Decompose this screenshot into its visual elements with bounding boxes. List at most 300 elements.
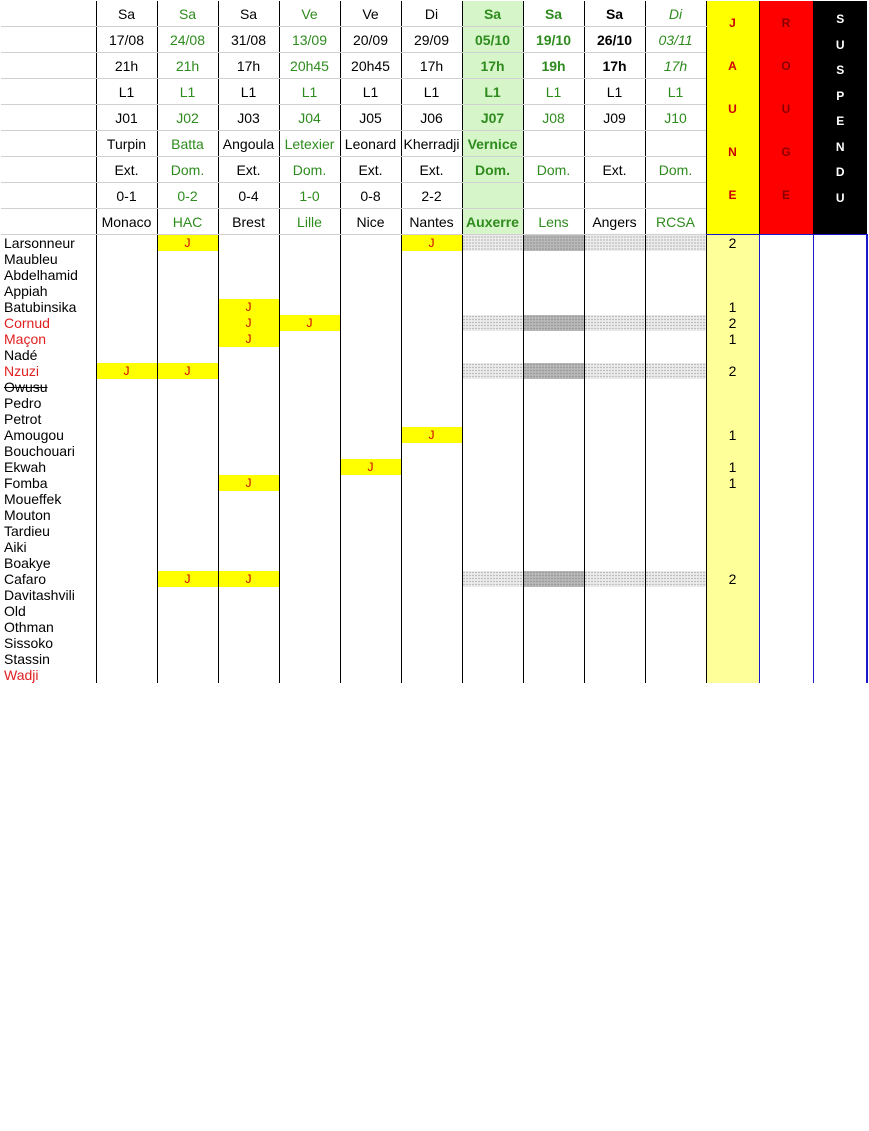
match-day-8: Sa (523, 1, 584, 27)
match-score-1: 0-1 (96, 183, 157, 209)
match-cell (462, 587, 523, 603)
rouge-total (759, 619, 813, 635)
jaune-total (706, 411, 759, 427)
match-cell (645, 443, 706, 459)
match-day-7: Sa (462, 1, 523, 27)
rouge-total (759, 315, 813, 331)
match-cell (157, 459, 218, 475)
suspendu-letter: U (835, 190, 845, 205)
match-cell (157, 619, 218, 635)
match-cell (157, 251, 218, 267)
match-cell (279, 507, 340, 523)
match-score-8 (523, 183, 584, 209)
rouge-total (759, 363, 813, 379)
match-cell (462, 283, 523, 299)
suspendu-total (813, 283, 867, 299)
match-cell (96, 299, 157, 315)
suspendu-total (813, 363, 867, 379)
match-comp-4: L1 (279, 79, 340, 105)
match-cell (157, 395, 218, 411)
match-day-10: Di (645, 1, 706, 27)
match-round-10: J10 (645, 105, 706, 131)
match-cell (523, 603, 584, 619)
match-opponent-2: HAC (157, 209, 218, 235)
player-name: Petrot (4, 411, 42, 427)
match-cell (401, 523, 462, 539)
match-cell (279, 587, 340, 603)
match-cell (584, 379, 645, 395)
match-cell (523, 395, 584, 411)
match-cell (96, 427, 157, 443)
match-cell (218, 555, 279, 571)
match-score-6: 2-2 (401, 183, 462, 209)
player-row (1, 555, 867, 571)
match-cell (218, 603, 279, 619)
match-cell (157, 523, 218, 539)
match-referee-10 (645, 131, 706, 157)
match-cell (96, 667, 157, 683)
match-round-8: J08 (523, 105, 584, 131)
match-cell (584, 411, 645, 427)
rouge-total (759, 475, 813, 491)
match-cell (96, 251, 157, 267)
match-referee-6: Kherradji (401, 131, 462, 157)
player-name: Batubinsika (4, 299, 77, 315)
jaune-total: 2 (706, 235, 759, 252)
match-date-9: 26/10 (584, 27, 645, 53)
match-cell (279, 603, 340, 619)
suspendu-letter: U (835, 37, 845, 52)
match-cell (157, 267, 218, 283)
match-cell (340, 347, 401, 363)
match-referee-2: Batta (157, 131, 218, 157)
suspendu-total (813, 571, 867, 587)
match-cell (340, 571, 401, 587)
match-cell (401, 635, 462, 651)
match-cell (462, 667, 523, 683)
match-opponent-1: Monaco (96, 209, 157, 235)
match-cell (96, 411, 157, 427)
suspendu-total (813, 603, 867, 619)
jaune-total (706, 507, 759, 523)
match-cell (462, 635, 523, 651)
rouge-total (759, 267, 813, 283)
yellow-card-cell: J (218, 571, 279, 587)
match-cell (218, 459, 279, 475)
match-cell (279, 283, 340, 299)
jaune-total: 2 (706, 315, 759, 331)
match-cell (96, 283, 157, 299)
match-cell (96, 635, 157, 651)
match-cell (218, 667, 279, 683)
match-cell (462, 523, 523, 539)
match-cell (279, 443, 340, 459)
jaune-total (706, 251, 759, 267)
jaune-total: 2 (706, 363, 759, 379)
player-name: Amougou (4, 427, 64, 443)
match-cell (584, 507, 645, 523)
header-label-cell (1, 27, 96, 53)
match-cell (523, 235, 584, 252)
match-cell (401, 251, 462, 267)
match-cell (523, 491, 584, 507)
match-cell (523, 251, 584, 267)
match-referee-1: Turpin (96, 131, 157, 157)
match-cell (462, 507, 523, 523)
player-name: Aiki (4, 539, 27, 555)
match-cell (584, 283, 645, 299)
match-cell (645, 523, 706, 539)
player-row (1, 571, 867, 587)
match-opponent-3: Brest (218, 209, 279, 235)
match-cell (645, 555, 706, 571)
match-cell (523, 411, 584, 427)
match-cell (401, 491, 462, 507)
match-cell (584, 251, 645, 267)
player-name: Othman (4, 619, 54, 635)
match-comp-1: L1 (96, 79, 157, 105)
match-cell (401, 587, 462, 603)
match-cell (401, 283, 462, 299)
match-cell (218, 347, 279, 363)
match-cell (218, 411, 279, 427)
match-cell (584, 331, 645, 347)
match-date-4: 13/09 (279, 27, 340, 53)
match-cell (340, 555, 401, 571)
match-cell (96, 267, 157, 283)
suspendu-total (813, 523, 867, 539)
suspendu-letter: E (836, 114, 845, 129)
rouge-total (759, 411, 813, 427)
match-date-6: 29/09 (401, 27, 462, 53)
jaune-total (706, 651, 759, 667)
yellow-card-cell: J (279, 315, 340, 331)
match-cell (157, 603, 218, 619)
player-row (1, 459, 867, 475)
player-name: Larsonneur (4, 235, 75, 251)
match-day-4: Ve (279, 1, 340, 27)
match-cell (645, 331, 706, 347)
match-cell (157, 331, 218, 347)
jaune-letter: A (728, 58, 737, 73)
match-cell (279, 347, 340, 363)
suspendu-total (813, 587, 867, 603)
match-cell (157, 411, 218, 427)
match-cell (462, 363, 523, 379)
match-cell (157, 587, 218, 603)
match-cell (462, 411, 523, 427)
rouge-total (759, 299, 813, 315)
match-opponent-9: Angers (584, 209, 645, 235)
match-cell (218, 635, 279, 651)
match-cell (340, 395, 401, 411)
match-cell (279, 619, 340, 635)
match-venue-9: Ext. (584, 157, 645, 183)
yellow-card-cell: J (96, 363, 157, 379)
suspendu-total (813, 539, 867, 555)
match-referee-3: Angoula (218, 131, 279, 157)
match-cell (218, 651, 279, 667)
match-round-3: J03 (218, 105, 279, 131)
match-day-3: Sa (218, 1, 279, 27)
match-cell (96, 523, 157, 539)
match-opponent-5: Nice (340, 209, 401, 235)
suspendu-total (813, 619, 867, 635)
match-cell (340, 507, 401, 523)
match-cell (218, 443, 279, 459)
match-date-2: 24/08 (157, 27, 218, 53)
match-comp-8: L1 (523, 79, 584, 105)
player-row (1, 283, 867, 299)
jaune-total (706, 635, 759, 651)
match-comp-2: L1 (157, 79, 218, 105)
cards-table (1, 1, 868, 683)
match-cell (96, 587, 157, 603)
match-cell (645, 411, 706, 427)
match-cell (523, 539, 584, 555)
match-comp-7: L1 (462, 79, 523, 105)
match-cell (401, 651, 462, 667)
match-time-3: 17h (218, 53, 279, 79)
suspendu-total (813, 379, 867, 395)
player-row (1, 475, 867, 491)
jaune-total: 1 (706, 331, 759, 347)
match-cell (279, 667, 340, 683)
suspendu-total (813, 667, 867, 683)
jaune-letter: E (728, 187, 737, 202)
suspendu-total (813, 251, 867, 267)
match-cell (523, 299, 584, 315)
match-cell (462, 475, 523, 491)
match-cell (279, 555, 340, 571)
match-cell (279, 363, 340, 379)
match-cell (462, 651, 523, 667)
match-cell (279, 331, 340, 347)
yellow-card-cell: J (157, 363, 218, 379)
jaune-total: 2 (706, 571, 759, 587)
match-opponent-6: Nantes (401, 209, 462, 235)
match-cell (96, 475, 157, 491)
rouge-total (759, 235, 813, 252)
match-opponent-10: RCSA (645, 209, 706, 235)
match-opponent-8: Lens (523, 209, 584, 235)
match-score-5: 0-8 (340, 183, 401, 209)
match-cell (218, 427, 279, 443)
jaune-total (706, 555, 759, 571)
match-cell (157, 555, 218, 571)
jaune-letter: N (728, 144, 737, 159)
match-cell (523, 363, 584, 379)
match-score-4: 1-0 (279, 183, 340, 209)
match-venue-7: Dom. (462, 157, 523, 183)
rouge-total (759, 443, 813, 459)
suspendu-total (813, 347, 867, 363)
player-row (1, 427, 867, 443)
match-cell (523, 283, 584, 299)
player-name: Nzuzi (4, 363, 40, 379)
match-cell (340, 539, 401, 555)
match-round-4: J04 (279, 105, 340, 131)
yellow-card-cell: J (218, 315, 279, 331)
match-comp-3: L1 (218, 79, 279, 105)
match-cell (401, 619, 462, 635)
match-cell (523, 443, 584, 459)
match-cell (401, 667, 462, 683)
match-cell (279, 523, 340, 539)
match-cell (340, 523, 401, 539)
jaune-total: 1 (706, 475, 759, 491)
match-cell (218, 251, 279, 267)
player-name: Stassin (4, 651, 50, 667)
match-cell (218, 267, 279, 283)
jaune-letter: J (729, 15, 736, 30)
match-cell (462, 331, 523, 347)
suspendu-letter: N (835, 139, 845, 154)
match-cell (157, 475, 218, 491)
suspendu-total (813, 555, 867, 571)
match-cell (401, 555, 462, 571)
rouge-total (759, 523, 813, 539)
player-row (1, 603, 867, 619)
player-row (1, 315, 867, 331)
player-name: Mouton (4, 507, 51, 523)
rouge-header (759, 1, 813, 235)
match-cell (96, 619, 157, 635)
jaune-total (706, 443, 759, 459)
suspendu-total (813, 315, 867, 331)
match-cell (645, 251, 706, 267)
match-cell (584, 651, 645, 667)
match-cell (462, 539, 523, 555)
match-opponent-4: Lille (279, 209, 340, 235)
match-cell (462, 443, 523, 459)
match-cell (157, 539, 218, 555)
match-cell (279, 411, 340, 427)
rouge-total (759, 651, 813, 667)
suspendu-total (813, 651, 867, 667)
match-time-9: 17h (584, 53, 645, 79)
match-cell (523, 523, 584, 539)
match-cell (96, 555, 157, 571)
match-cell (401, 539, 462, 555)
jaune-total (706, 539, 759, 555)
match-cell (584, 443, 645, 459)
match-cell (218, 523, 279, 539)
player-name: Fomba (4, 475, 48, 491)
match-cell (96, 603, 157, 619)
match-cell (340, 267, 401, 283)
match-cell (401, 603, 462, 619)
match-cell (584, 459, 645, 475)
match-cell (645, 427, 706, 443)
rouge-total (759, 603, 813, 619)
match-venue-3: Ext. (218, 157, 279, 183)
match-venue-1: Ext. (96, 157, 157, 183)
match-time-1: 21h (96, 53, 157, 79)
jaune-total (706, 619, 759, 635)
player-row (1, 395, 867, 411)
match-cell (523, 427, 584, 443)
match-cell (645, 459, 706, 475)
match-cell (584, 235, 645, 252)
match-cell (96, 347, 157, 363)
match-cell (645, 635, 706, 651)
match-venue-8: Dom. (523, 157, 584, 183)
player-name: Sissoko (4, 635, 54, 651)
match-cell (462, 427, 523, 443)
match-cell (279, 475, 340, 491)
header-label-cell (1, 53, 96, 79)
match-time-5: 20h45 (340, 53, 401, 79)
match-cell (584, 587, 645, 603)
yellow-card-cell: J (157, 571, 218, 587)
match-cell (462, 299, 523, 315)
match-cell (584, 267, 645, 283)
match-day-1: Sa (96, 1, 157, 27)
rouge-total (759, 427, 813, 443)
rouge-total (759, 347, 813, 363)
match-cell (401, 395, 462, 411)
match-cell (584, 619, 645, 635)
suspendu-total (813, 443, 867, 459)
match-cell (340, 411, 401, 427)
match-cell (462, 267, 523, 283)
header-label-cell (1, 183, 96, 209)
match-cell (279, 635, 340, 651)
match-cell (218, 379, 279, 395)
rouge-total (759, 587, 813, 603)
match-cell (401, 507, 462, 523)
match-cell (523, 331, 584, 347)
match-score-3: 0-4 (218, 183, 279, 209)
jaune-header (706, 1, 759, 235)
match-cell (340, 235, 401, 252)
match-cell (645, 395, 706, 411)
jaune-total (706, 395, 759, 411)
match-comp-9: L1 (584, 79, 645, 105)
match-cell (279, 571, 340, 587)
suspendu-total (813, 427, 867, 443)
player-row (1, 667, 867, 683)
match-cell (401, 363, 462, 379)
player-name: Cornud (4, 315, 50, 331)
match-score-2: 0-2 (157, 183, 218, 209)
match-cell (279, 539, 340, 555)
match-cell (218, 587, 279, 603)
match-score-10 (645, 183, 706, 209)
jaune-total (706, 667, 759, 683)
match-cell (96, 507, 157, 523)
match-cell (523, 667, 584, 683)
suspendu-total (813, 507, 867, 523)
player-row (1, 411, 867, 427)
match-cell (401, 347, 462, 363)
match-venue-4: Dom. (279, 157, 340, 183)
suspendu-total (813, 235, 867, 252)
match-cell (645, 283, 706, 299)
suspendu-total (813, 267, 867, 283)
match-cell (645, 475, 706, 491)
jaune-total (706, 379, 759, 395)
match-cell (157, 491, 218, 507)
match-cell (279, 459, 340, 475)
match-cell (645, 235, 706, 252)
match-cell (340, 251, 401, 267)
rouge-total (759, 555, 813, 571)
rouge-letter: E (781, 187, 790, 202)
match-cell (96, 379, 157, 395)
match-cell (218, 235, 279, 252)
